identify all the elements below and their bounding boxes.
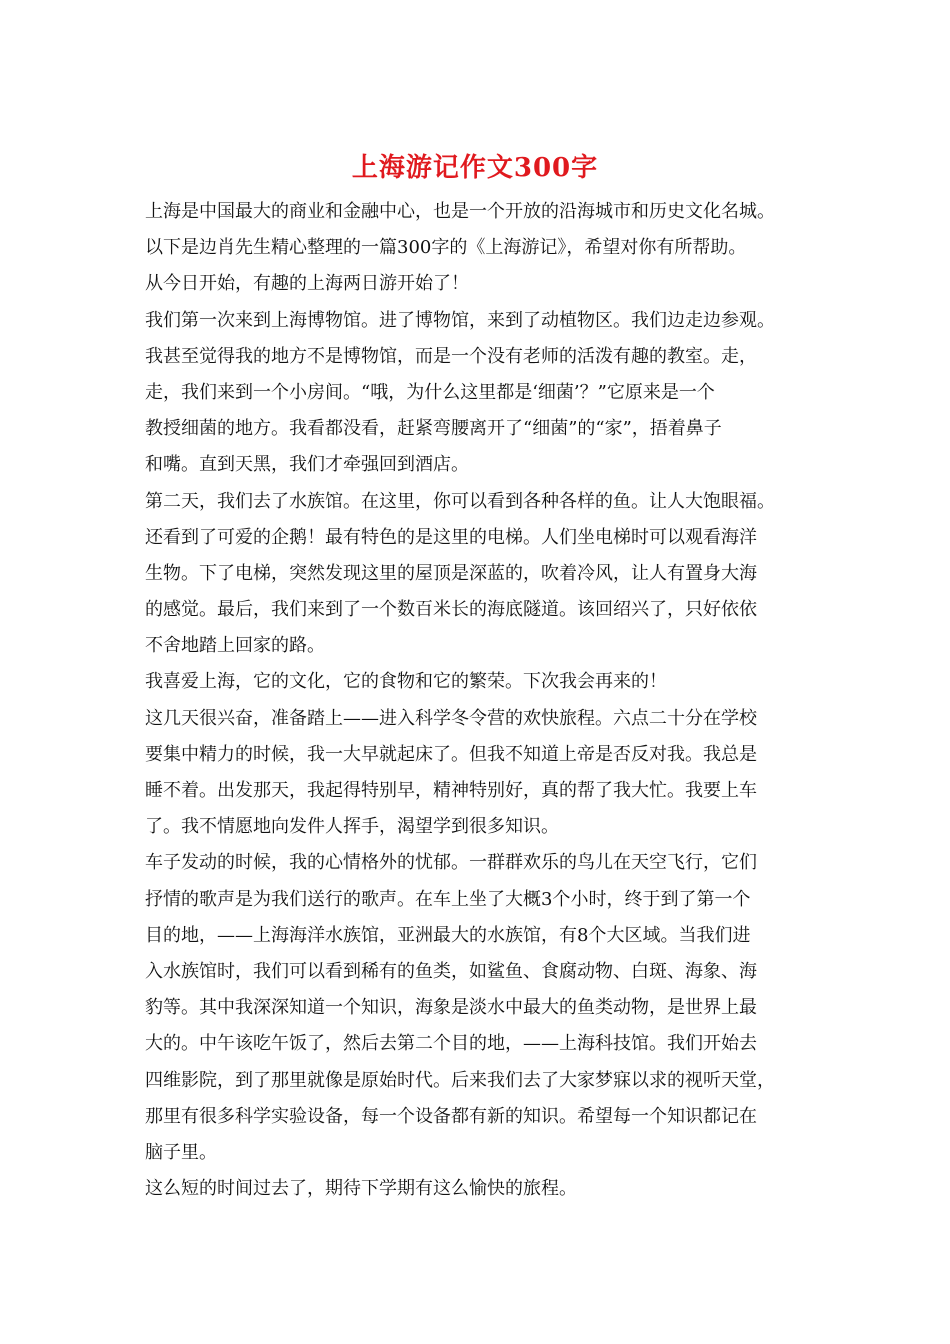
text-line: 生物。下了电梯，突然发现这里的屋顶是深蓝的，吹着冷风，让人有置身大海: [145, 562, 757, 584]
text-line: 抒情的歌声是为我们送行的歌声。在车上坐了大概3个小时，终于到了第一个: [145, 888, 751, 910]
text-line: 走，我们来到一个小房间。“哦，为什么这里都是‘细菌’？”它原来是一个: [145, 381, 715, 403]
text-line: 我喜爱上海，它的文化，它的食物和它的繁荣。下次我会再来的！: [145, 671, 667, 693]
text-line: 睡不着。出发那天，我起得特别早，精神特别好，真的帮了我大忙。我要上车: [145, 780, 757, 801]
text-line: 的感觉。最后，我们来到了一个数百米长的海底隧道。该回绍兴了，只好依依: [145, 599, 757, 621]
text-line: 这几天很兴奋，准备踏上——进入科学冬令营的欢快旅程。六点二十分在学校: [145, 707, 757, 729]
text-line: 目的地，——上海海洋水族馆，亚洲最大的水族馆，有8个大区域。当我们进: [145, 924, 751, 946]
text-line: 从今日开始，有趣的上海两日游开始了！: [145, 273, 469, 295]
text-line: 车子发动的时候，我的心情格外的忧郁。一群群欢乐的鸟儿在天空飞行，它们: [145, 852, 757, 874]
text-line: 上海是中国最大的商业和金融中心，也是一个开放的沿海城市和历史文化名城。: [145, 201, 775, 222]
document-title: 上海游记作文300字: [351, 153, 599, 183]
text-line: 还看到了可爱的企鹅！最有特色的是这里的电梯。人们坐电梯时可以观看海洋: [145, 526, 757, 548]
text-line: 那里有很多科学实验设备，每一个设备都有新的知识。希望每一个知识都记在: [145, 1105, 757, 1127]
text-line: 和嘴。直到天黑，我们才牵强回到酒店。: [145, 454, 469, 476]
document-body: [145, 194, 815, 1207]
text-line: 大的。中午该吃午饭了，然后去第二个目的地，——上海科技馆。我们开始去: [145, 1033, 757, 1055]
text-line: 不舍地踏上回家的路。: [145, 635, 325, 657]
text-line: 第二天，我们去了水族馆。在这里，你可以看到各种各样的鱼。让人大饱眼福。: [145, 490, 775, 512]
text-line: 教授细菌的地方。我看都没看，赶紧弯腰离开了“细菌”的“家”，捂着鼻子: [145, 418, 722, 440]
text-line: 入水族馆时，我们可以看到稀有的鱼类，如鲨鱼、食腐动物、白斑、海象、海: [145, 960, 757, 982]
text-line: 要集中精力的时候，我一大早就起床了。但我不知道上帝是否反对我。我总是: [145, 743, 757, 765]
text-line: 了。我不情愿地向发件人挥手，渴望学到很多知识。: [145, 816, 559, 838]
text-line: 以下是边肖先生精心整理的一篇300字的《上海游记》，希望对你有所帮助。: [145, 237, 747, 259]
text-line: 豹等。其中我深深知道一个知识，海象是淡水中最大的鱼类动物，是世界上最: [145, 997, 757, 1019]
text-line: 这么短的时间过去了，期待下学期有这么愉快的旅程。: [145, 1178, 577, 1200]
text-line: 我们第一次来到上海博物馆。进了博物馆，来到了动植物区。我们边走边参观。: [145, 309, 775, 331]
text-line: 我甚至觉得我的地方不是博物馆，而是一个没有老师的活泼有趣的教室。走，: [145, 345, 757, 367]
text-line: 四维影院，到了那里就像是原始时代。后来我们去了大家梦寐以求的视听天堂，: [145, 1069, 775, 1091]
text-line: 脑子里。: [145, 1141, 217, 1163]
